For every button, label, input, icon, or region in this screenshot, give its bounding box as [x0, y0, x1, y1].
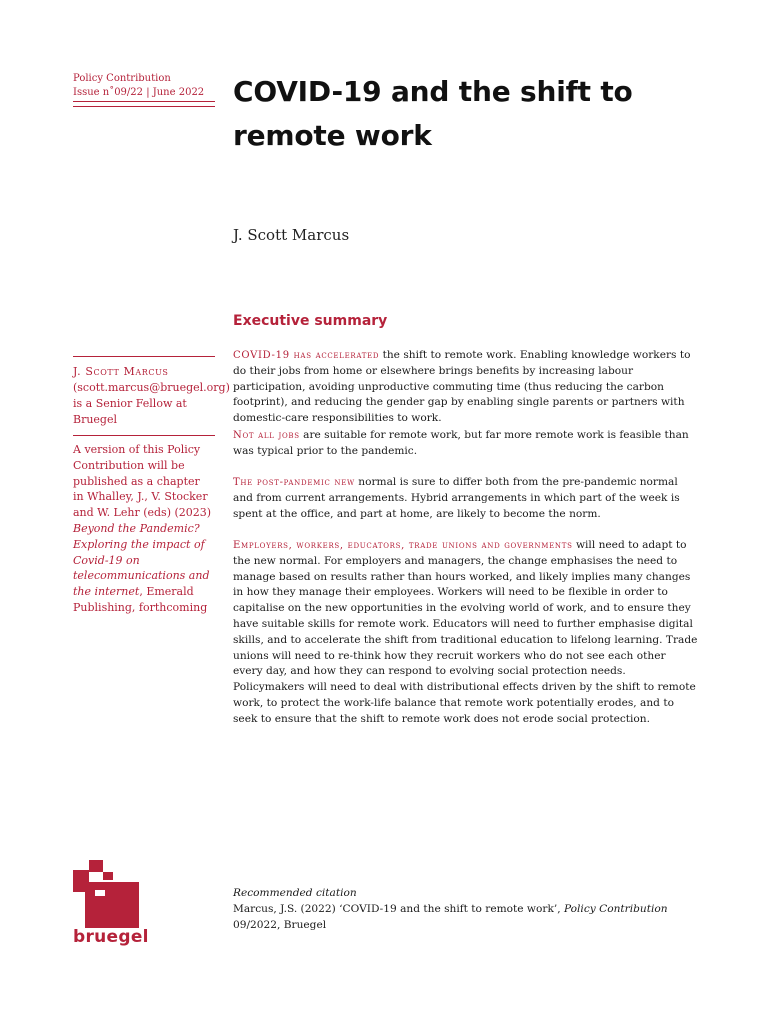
- author-bio: [73, 364, 230, 428]
- paragraph-lead: Not all jobs: [233, 430, 300, 441]
- series-type: Policy Contribution: [73, 73, 171, 84]
- sidebar-rule-top: [73, 356, 215, 357]
- author-bio-name: J. Scott Marcus: [73, 365, 169, 378]
- paragraph-text: are suitable for remote work, but far more remote work is feasible than was typical prior to the pandemic.: [233, 429, 689, 457]
- citation-series: Policy Contribution: [563, 902, 668, 915]
- paragraph-text: will need to adapt to the new normal. For employers and managers, the change emphasises the need to manage based on results rather than hours worked, and likely implies many changes in how they manage their employees. Workers will need to be flexible in order to capitalise on the new opportunities in the evolving world of work, and to ensure they have suitable skills for remote work. Educators will need to further emphasise digital skills, and to accelerate the shift from traditional education to lifelong learning. Trade unions will need to re-think how they recruit workers who do not see each other every day, and how they can respond to evolving social protection needs. Policymakers will need to deal with distributional effects driven by the shift to remote work, to protect the work-life balance that remote work potentially erodes, and to seek to ensure that the shift to remote work does not erode social protection.: [233, 539, 698, 725]
- author-bio-text: (scott.marcus@bruegel.org) is a Senior Fellow at Bruegel: [73, 381, 230, 426]
- sidebar-rule-middle: [73, 435, 215, 436]
- citation-label: Recommended citation: [233, 887, 357, 899]
- summary-paragraph-3: [233, 475, 698, 522]
- paragraph-lead: The post-pandemic new: [233, 477, 355, 488]
- header-double-rule: [73, 101, 215, 107]
- paragraph-text: the shift to remote work. Enabling knowledge workers to do their jobs from home or elsewhere brings benefits by increasing labour participation, avoiding unproductive commuting time (thus reducing the carbon footprint), and reducing the gender gap by enabling single parents or partners with domestic-care responsibilities to work.: [233, 349, 691, 425]
- bruegel-logo-wordmark: bruegel: [73, 927, 149, 947]
- publication-note-book-title: Beyond the Pandemic? Exploring the impact of Covid-19 on telecommunications and the internet: [73, 521, 210, 599]
- publication-note: [73, 442, 213, 616]
- page-title: COVID-19 and the shift to remote work: [233, 75, 633, 152]
- summary-paragraph-4: [233, 538, 698, 728]
- paragraph-text: normal is sure to differ both from the pre-pandemic normal and from current arrangements. Hybrid arrangements in which part of the week is spent at the office, and part at home, are likely to become the norm.: [233, 476, 680, 520]
- author-name: J. Scott Marcus: [233, 226, 350, 244]
- citation-post: 09/2022, Bruegel: [233, 918, 327, 931]
- series-info: [73, 72, 215, 100]
- executive-summary-heading: Executive summary: [233, 313, 388, 329]
- publication-note-pre: A version of this Policy Contribution will be published as a chapter in Whalley, J., V. Stocker and W. Lehr (eds) (2023): [73, 443, 212, 520]
- paragraph-lead: COVID-19 has accelerated: [233, 350, 380, 361]
- paragraph-lead: Employers, workers, educators, trade unions and governments: [233, 540, 573, 551]
- publication-note-post: , Emerald Publishing, forthcoming: [73, 585, 208, 614]
- citation-pre: Marcus, J.S. (2022) ‘COVID-19 and the shift to remote work’,: [233, 902, 564, 915]
- recommended-citation: [233, 886, 698, 933]
- summary-paragraph-2: [233, 428, 698, 460]
- summary-paragraph-1: [233, 348, 698, 427]
- series-issue: Issue n˚09/22 | June 2022: [73, 87, 205, 98]
